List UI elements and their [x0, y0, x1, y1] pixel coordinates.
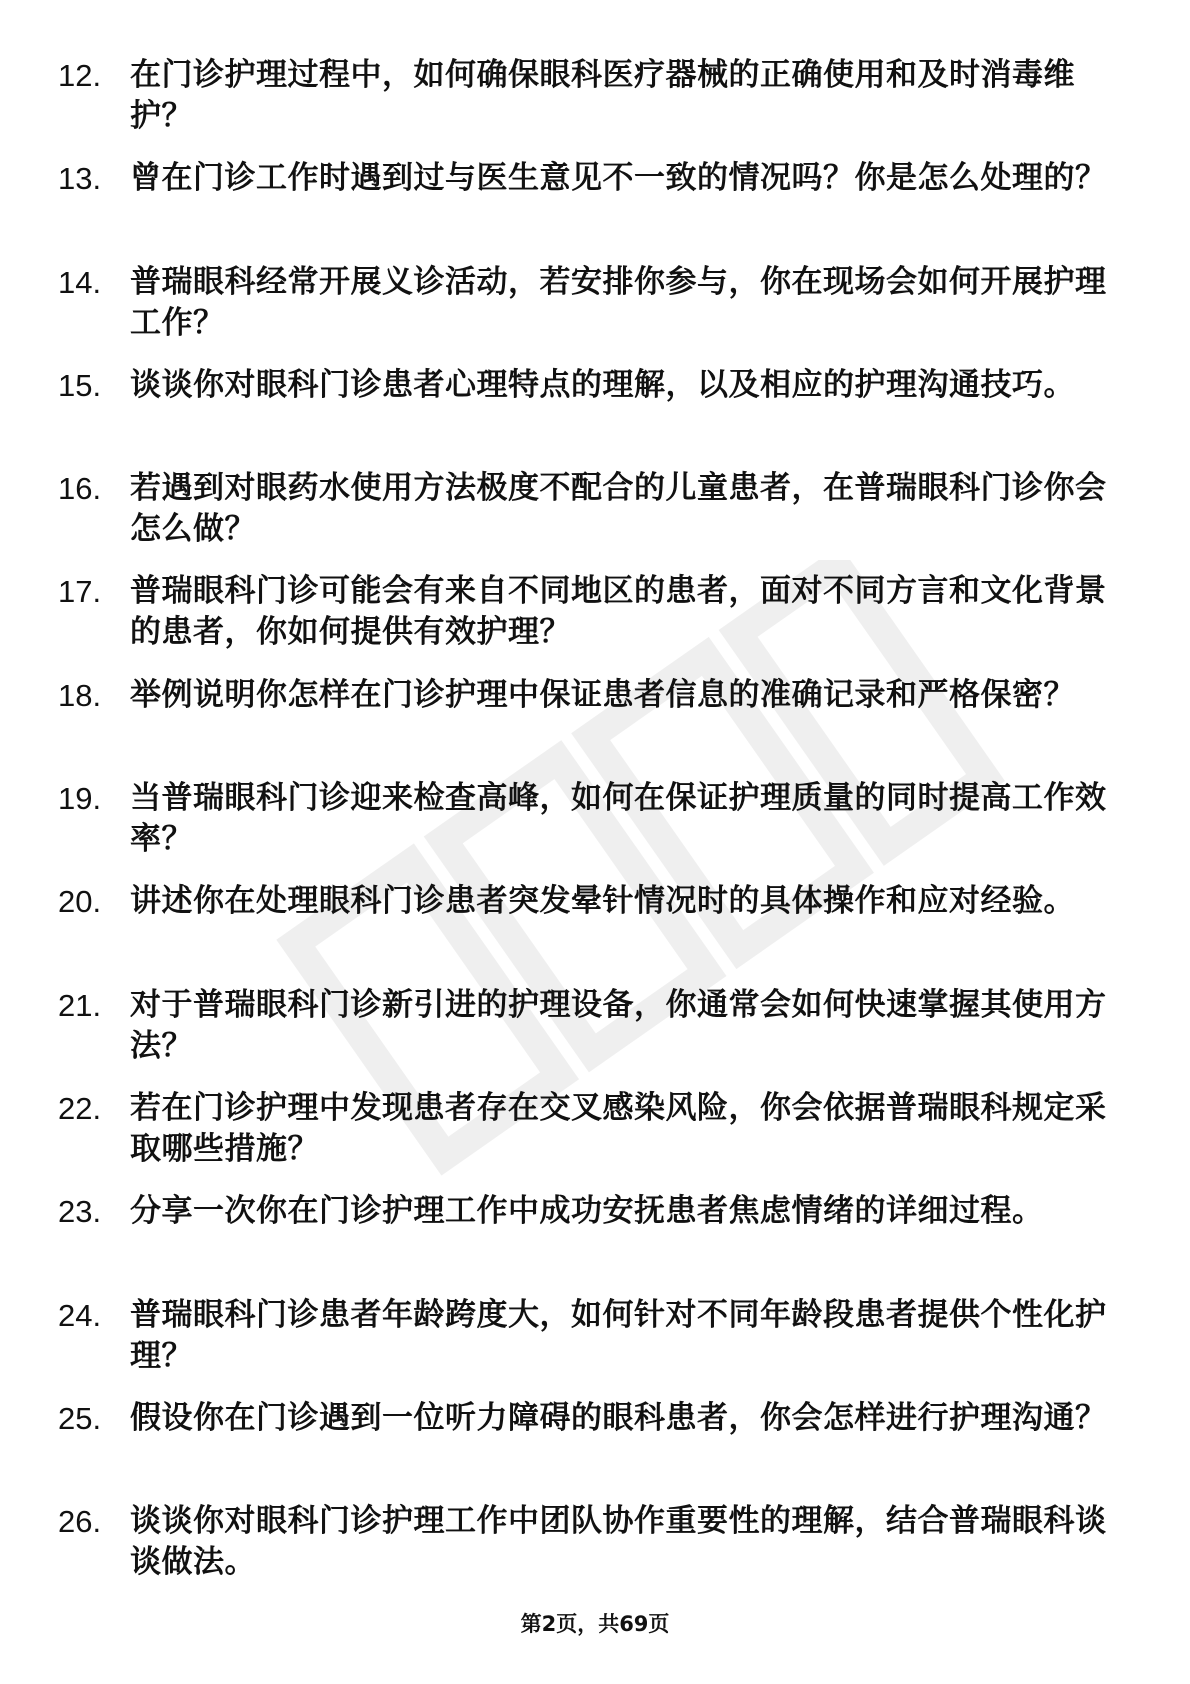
question-number: 12. — [58, 58, 102, 93]
question-item — [58, 468, 1118, 556]
question-number: 14. — [58, 264, 102, 300]
question-item — [58, 985, 1118, 1073]
question-number: 25. — [58, 1400, 102, 1436]
question-text: 当普瑞眼科门诊迎来检查高峰，如何在保证护理质量的同时提高工作效率？ — [130, 780, 1107, 858]
question-number: 24. — [58, 1297, 102, 1333]
question-item — [58, 158, 1118, 246]
question-number: 13. — [58, 161, 102, 197]
question-text: 在门诊护理过程中，如何确保眼科医疗器械的正确使用和及时消毒维护？ — [130, 57, 1075, 134]
question-text: 普瑞眼科门诊患者年龄跨度大，如何针对不同年龄段患者提供个性化护理？ — [130, 1296, 1107, 1374]
question-number: 18. — [58, 677, 102, 713]
question-item — [58, 881, 1118, 969]
question-number: 20. — [58, 884, 102, 920]
question-text: 举例说明你怎样在门诊护理中保证患者信息的准确记录和严格保密？ — [130, 676, 1075, 713]
question-text: 分享一次你在门诊护理工作中成功安抚患者焦虑情绪的详细过程。 — [130, 1193, 1044, 1230]
question-number: 16. — [58, 471, 102, 507]
question-number: 26. — [58, 1504, 102, 1540]
question-text: 曾在门诊工作时遇到过与医生意见不一致的情况吗？你是怎么处理的？ — [130, 160, 1107, 197]
question-item — [58, 1191, 1118, 1279]
question-item — [58, 675, 1118, 763]
page-footer: 第2页，共69页 — [520, 1612, 670, 1636]
question-item — [58, 55, 1118, 143]
question-text: 谈谈你对眼科门诊护理工作中团队协作重要性的理解，结合普瑞眼科谈谈做法。 — [130, 1503, 1107, 1581]
question-item — [58, 1398, 1118, 1486]
question-number: 19. — [58, 781, 102, 817]
question-text: 谈谈你对眼科门诊患者心理特点的理解，以及相应的护理沟通技巧。 — [130, 366, 1075, 403]
question-text: 若在门诊护理中发现患者存在交叉感染风险，你会依据普瑞眼科规定采取哪些措施？ — [130, 1089, 1107, 1167]
question-item — [58, 1088, 1118, 1176]
question-text: 对于普瑞眼科门诊新引进的护理设备，你通常会如何快速掌握其使用方法？ — [130, 986, 1107, 1064]
question-text: 普瑞眼科门诊可能会有来自不同地区的患者，面对不同方言和文化背景的患者，你如何提供有效护理？ — [130, 573, 1107, 651]
question-item — [58, 1501, 1118, 1589]
question-number: 17. — [58, 574, 102, 610]
question-item — [58, 571, 1118, 659]
question-number: 22. — [58, 1090, 102, 1126]
question-list — [58, 55, 1118, 1604]
question-item — [58, 365, 1118, 453]
question-number: 21. — [58, 987, 102, 1023]
question-text: 假设你在门诊遇到一位听力障碍的眼科患者，你会怎样进行护理沟通？ — [130, 1399, 1107, 1436]
question-text: 讲述你在处理眼科门诊患者突发晕针情况时的具体操作和应对经验。 — [130, 883, 1075, 920]
question-item — [58, 1295, 1118, 1383]
question-text: 若遇到对眼药水使用方法极度不配合的儿童患者，在普瑞眼科门诊你会怎么做？ — [130, 470, 1107, 548]
question-number: 23. — [58, 1194, 102, 1230]
question-item — [58, 778, 1118, 866]
question-item — [58, 262, 1118, 350]
question-number: 15. — [58, 367, 102, 403]
question-text: 普瑞眼科经常开展义诊活动，若安排你参与，你在现场会如何开展护理工作？ — [130, 263, 1107, 341]
